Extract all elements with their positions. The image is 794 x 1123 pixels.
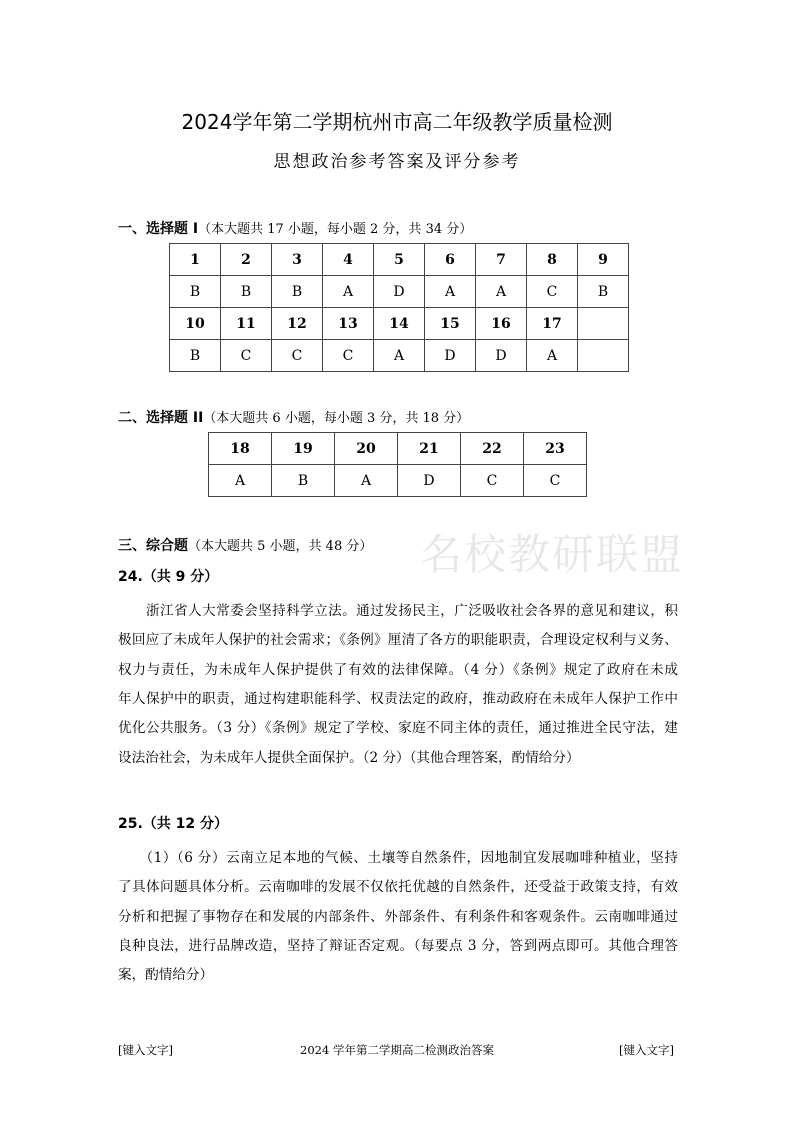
answer-cell: D	[374, 276, 425, 308]
question-number-cell: 2	[221, 244, 272, 276]
answer-cell: A	[335, 465, 398, 497]
answer-cell: A	[476, 276, 527, 308]
q24-heading: 24.（共 9 分）	[118, 569, 219, 585]
answer-cell: B	[578, 276, 629, 308]
paragraph-line: 权力与责任，为未成年人保护提供了有效的法律保障。（4 分）《条例》规定了政府在未成	[118, 661, 678, 678]
section-label: 二、选择题 II	[118, 410, 204, 426]
question-number-cell: 23	[524, 433, 587, 465]
answer-cell: A	[209, 465, 272, 497]
section-label: 一、选择题 I	[118, 221, 199, 237]
question-number-cell: 10	[170, 308, 221, 340]
paragraph-line: 极回应了未成年人保护的社会需求；《条例》厘清了各方的职能职责，合理设定权利与义务、	[118, 632, 678, 649]
paragraph-line: 设法治社会，为未成年人提供全面保护。（2 分）（其他合理答案，酌情给分）	[118, 749, 580, 766]
question-number-cell: 13	[323, 308, 374, 340]
paragraph-line: （1）（6 分）云南立足本地的气候、土壤等自然条件，因地制宜发展咖啡种植业，坚持	[118, 850, 678, 866]
question-number-cell: 16	[476, 308, 527, 340]
question-number-cell: 5	[374, 244, 425, 276]
question-number-row	[170, 308, 629, 340]
question-number-row	[209, 433, 587, 465]
answer-row	[170, 276, 629, 308]
answer-cell: B	[170, 276, 221, 308]
document-title: 2024学年第二学期杭州市高二年级教学质量检测	[181, 110, 613, 134]
footer-left: [键入文字]	[118, 1043, 173, 1057]
watermark: 名校教研联盟	[420, 530, 685, 579]
question-number-cell: 21	[398, 433, 461, 465]
footer-right: [键入文字]	[619, 1043, 674, 1057]
question-number-cell: 7	[476, 244, 527, 276]
answer-cell: C	[524, 465, 587, 497]
section-note: （本大题共 6 小题，每小题 3 分，共 18 分）	[203, 411, 470, 426]
answer-cell: D	[476, 340, 527, 372]
question-number-cell: 17	[527, 308, 578, 340]
question-number-cell: 14	[374, 308, 425, 340]
question-number-cell: 18	[209, 433, 272, 465]
question-number-row	[170, 244, 629, 276]
question-number-cell: 1	[170, 244, 221, 276]
answer-cell: B	[221, 276, 272, 308]
answer-row	[209, 465, 587, 497]
section-label: 三、综合题	[118, 538, 188, 554]
question-number-cell	[578, 308, 629, 340]
answer-cell: D	[425, 340, 476, 372]
answer-table-2	[208, 432, 587, 497]
paragraph-line: 年人保护中的职责，通过构建职能科学、权责法定的政府，推动政府在未成年人保护工作中	[118, 690, 678, 707]
answer-cell: A	[527, 340, 578, 372]
answer-cell: C	[272, 340, 323, 372]
paragraph-line: 浙江省人大常委会坚持科学立法。通过发扬民主，广泛吸收社会各界的意见和建议，积	[118, 603, 678, 619]
answer-cell: A	[425, 276, 476, 308]
answer-cell: B	[272, 465, 335, 497]
paragraph-line: 优化公共服务。（3 分）《条例》规定了学校、家庭不同主体的责任，通过推进全民守法，建	[118, 720, 678, 737]
answer-cell	[578, 340, 629, 372]
paragraph-line: 良种良法，进行品牌改造，坚持了辩证否定观。（每要点 3 分，答到两点即可。其他合理答	[118, 937, 678, 954]
answer-cell: B	[170, 340, 221, 372]
question-number-cell: 19	[272, 433, 335, 465]
section-note: （本大题共 17 小题，每小题 2 分，共 34 分）	[198, 222, 473, 237]
question-number-cell: 3	[272, 244, 323, 276]
question-number-cell: 12	[272, 308, 323, 340]
question-number-cell: 8	[527, 244, 578, 276]
footer-center: 2024 学年第二学期高二检测政治答案	[300, 1043, 494, 1057]
question-number-cell: 6	[425, 244, 476, 276]
answer-cell: C	[461, 465, 524, 497]
question-number-cell: 9	[578, 244, 629, 276]
paragraph-line: 分析和把握了事物存在和发展的内部条件、外部条件、有利条件和客观条件。云南咖啡通过	[118, 908, 678, 925]
section-1-heading	[118, 218, 472, 238]
answer-cell: C	[221, 340, 272, 372]
answer-row	[170, 340, 629, 372]
section-3-heading	[118, 535, 372, 555]
document-subtitle: 思想政治参考答案及评分参考	[273, 152, 521, 172]
answer-cell: C	[323, 340, 374, 372]
question-number-cell: 11	[221, 308, 272, 340]
answer-cell: D	[398, 465, 461, 497]
answer-cell: A	[323, 276, 374, 308]
question-number-cell: 20	[335, 433, 398, 465]
question-number-cell: 22	[461, 433, 524, 465]
answer-table-1	[169, 243, 629, 372]
paragraph-line: 案，酌情给分）	[118, 967, 214, 984]
q25-heading: 25.（共 12 分）	[118, 816, 229, 832]
question-number-cell: 4	[323, 244, 374, 276]
question-number-cell: 15	[425, 308, 476, 340]
answer-cell: C	[527, 276, 578, 308]
paragraph-line: 了具体问题具体分析。云南咖啡的发展不仅依托优越的自然条件，还受益于政策支持，有效	[118, 879, 678, 896]
section-2-heading	[118, 407, 469, 427]
answer-cell: B	[272, 276, 323, 308]
section-note: （本大题共 5 小题，共 48 分）	[188, 539, 373, 554]
answer-cell: A	[374, 340, 425, 372]
